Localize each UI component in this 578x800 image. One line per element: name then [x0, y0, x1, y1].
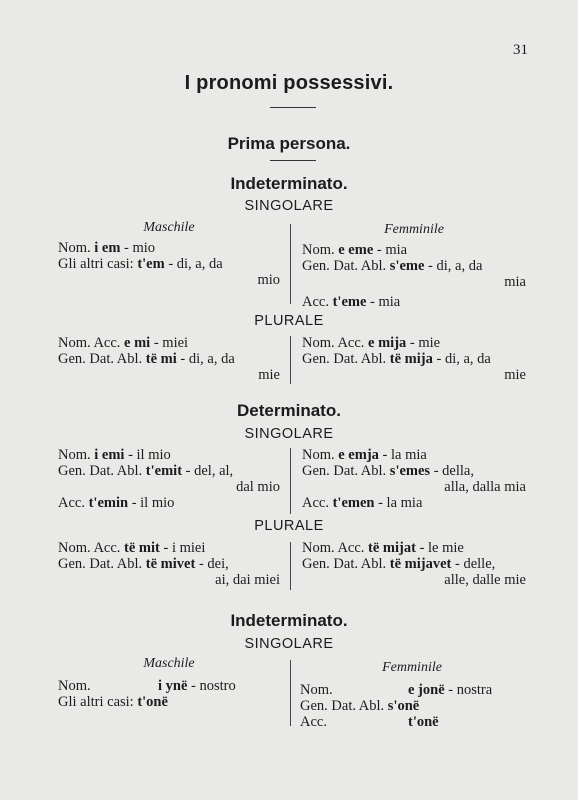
row-cont: dal mio	[236, 479, 280, 495]
row: Nom. Acc. e mija - mie	[302, 335, 441, 351]
row: Gen. Dat. Abl. të mi - di, a, da	[58, 351, 235, 367]
row: Nom. Acc. të mit - i miei	[58, 540, 206, 556]
column-divider	[290, 660, 291, 726]
indet1-pl-left	[58, 335, 280, 383]
row: Gen. Dat. Abl. të mivet - dei,	[58, 556, 229, 572]
row: Gen. Dat. Abl. të mija - di, a, da	[302, 351, 491, 367]
section-heading: Prima persona.	[227, 134, 351, 153]
det-singolare: SINGOLARE	[244, 426, 334, 442]
row: Acc. t'eme - mia	[302, 294, 401, 310]
column-divider	[290, 542, 291, 590]
indet2-right	[300, 660, 524, 730]
det-plurale: PLURALE	[254, 518, 324, 534]
row: Nom. e eme - mia	[302, 242, 408, 258]
femminile-header: Femminile	[382, 660, 442, 675]
femminile-header: Femminile	[384, 222, 444, 237]
title-rule	[270, 107, 316, 108]
page-number: 31	[513, 42, 528, 58]
indet1-sing-left	[58, 220, 280, 288]
maschile-header: Maschile	[143, 220, 195, 235]
indet2-singolare: SINGOLARE	[244, 636, 334, 652]
indet1-heading: Indeterminato.	[230, 174, 348, 193]
row: Nom. i emi - il mio	[58, 447, 171, 463]
row: Gli altri casi: t'em - di, a, da	[58, 256, 223, 272]
row: Nom. Acc. e mi - miei	[58, 335, 189, 351]
indet2-heading: Indeterminato.	[230, 611, 348, 630]
indet1-pl-right	[302, 335, 526, 383]
row: Gen. Dat. Abl. s'onë	[300, 698, 420, 714]
row-cont: mio	[257, 272, 280, 288]
section-rule	[270, 160, 316, 161]
row: Gen. Dat. Abl. s'emes - della,	[302, 463, 474, 479]
row-cont: mie	[258, 367, 280, 383]
row: Acc. t'emin - il mio	[58, 495, 175, 511]
det-sing-right	[302, 447, 526, 511]
row-cont: alla, dalla mia	[444, 479, 526, 495]
row: Nom. e emja - la mia	[302, 447, 427, 463]
column-divider	[290, 224, 291, 304]
row-cont: alle, dalle mie	[444, 572, 526, 588]
row: Nom. Acc. të mijat - le mie	[302, 540, 464, 556]
column-divider	[290, 336, 291, 384]
page-title: I pronomi possessivi.	[184, 72, 394, 94]
row-cont: mia	[504, 274, 526, 290]
row: Gli altri casi: t'onë	[58, 694, 168, 710]
indet1-plurale: PLURALE	[254, 313, 324, 329]
indet2-left	[58, 656, 280, 710]
det-pl-left	[58, 540, 280, 588]
row: Gen. Dat. Abl. t'emit - del, al,	[58, 463, 234, 479]
row: Acc. t'onë	[300, 714, 439, 730]
indet1-sing-right	[302, 222, 526, 310]
row: Nom. i ynë - nostro	[58, 678, 236, 694]
indet1-singolare: SINGOLARE	[244, 198, 334, 214]
det-pl-right	[302, 540, 526, 588]
row: Gen. Dat. Abl. s'eme - di, a, da	[302, 258, 483, 274]
row-cont: ai, dai miei	[215, 572, 280, 588]
det-heading: Determinato.	[237, 401, 341, 420]
row: Nom. i em - mio	[58, 240, 156, 256]
column-divider	[290, 448, 291, 514]
row: Gen. Dat. Abl. të mijavet - delle,	[302, 556, 496, 572]
row: Acc. t'emen - la mia	[302, 495, 423, 511]
maschile-header: Maschile	[143, 656, 195, 671]
row-cont: mie	[504, 367, 526, 383]
row: Nom. e jonë - nostra	[300, 682, 493, 698]
det-sing-left	[58, 447, 280, 511]
